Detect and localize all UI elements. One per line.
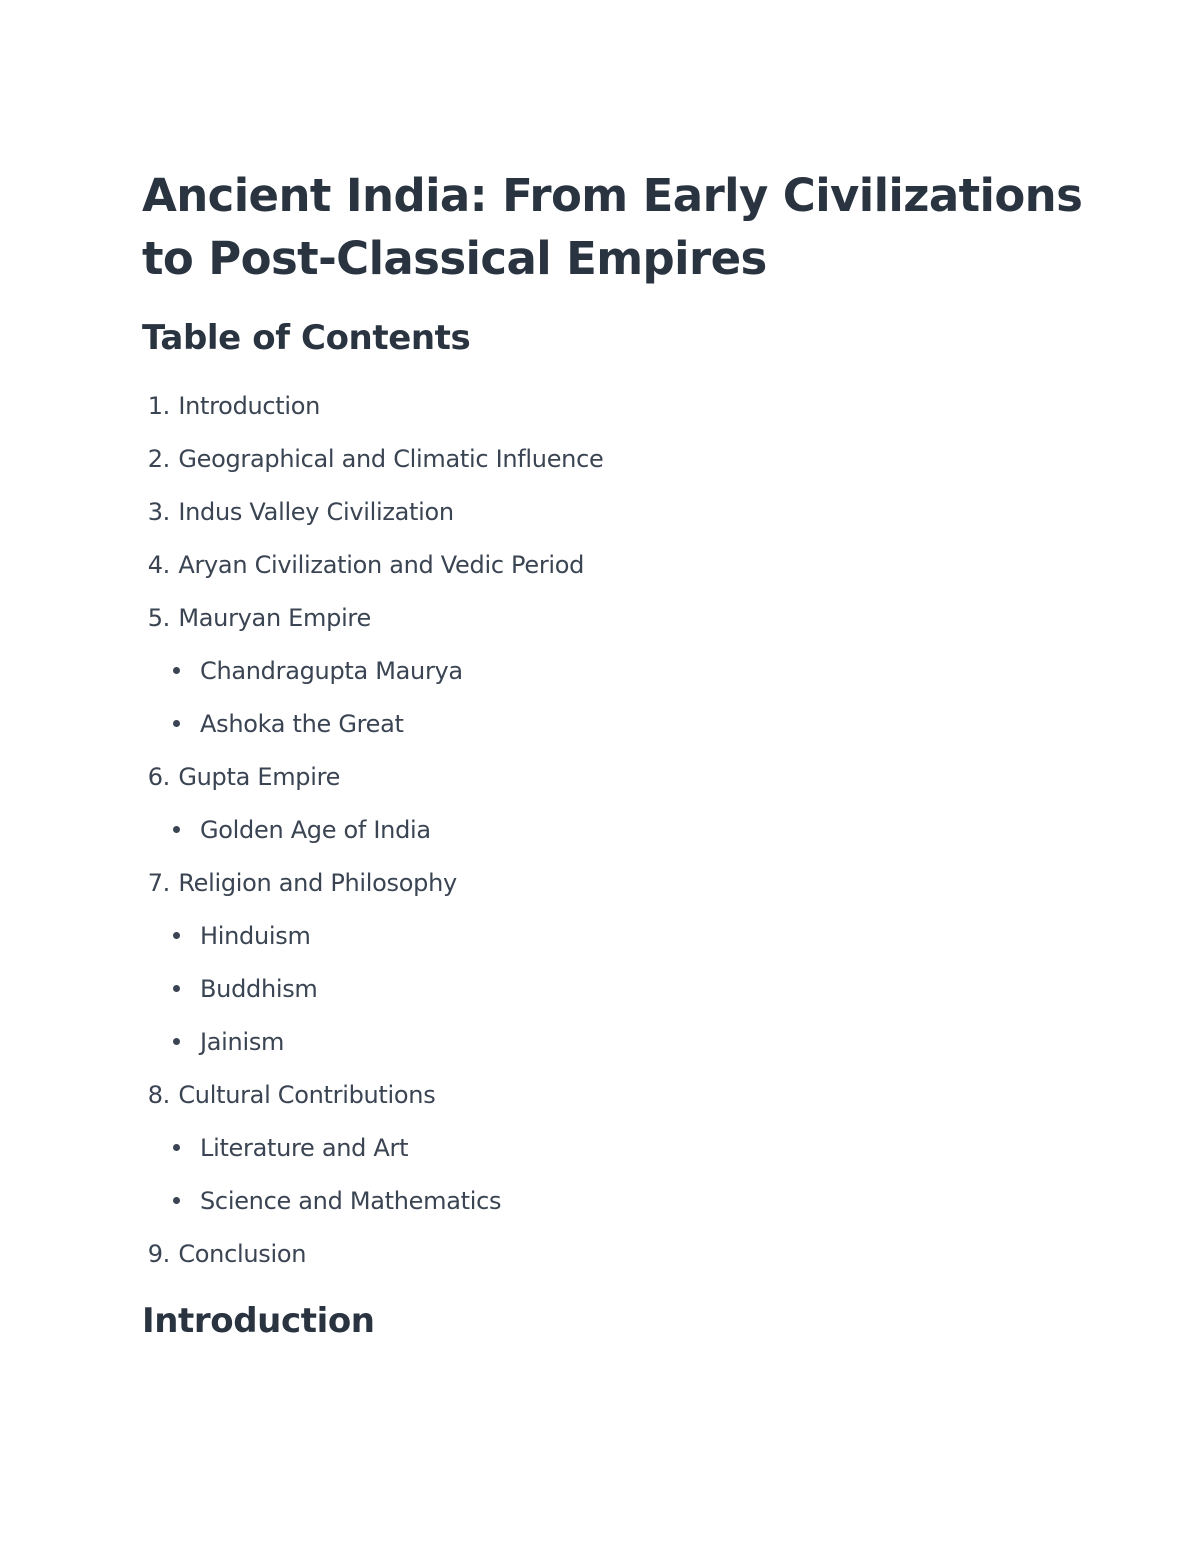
toc-item-vedic-period[interactable] — [142, 548, 603, 601]
toc-item-number: 3. — [147, 498, 170, 526]
toc-item-number: 7. — [147, 869, 170, 897]
toc-item-conclusion[interactable] — [142, 1237, 603, 1290]
toc-subitem-label: Ashoka the Great — [200, 710, 404, 738]
toc-subitem-jainism[interactable] — [142, 1025, 603, 1078]
toc-item-number: 6. — [147, 763, 170, 791]
toc-subitem-hinduism[interactable] — [142, 919, 603, 972]
toc-item-number: 8. — [147, 1081, 170, 1109]
toc-subitem-label: Hinduism — [200, 922, 311, 950]
toc-subitem-chandragupta[interactable] — [142, 654, 603, 707]
toc-subitem-ashoka[interactable] — [142, 707, 603, 760]
toc-item-indus-valley[interactable] — [142, 495, 603, 548]
document-title-line-1: Ancient India: From Early Civilizations — [142, 169, 1083, 222]
introduction-heading: Introduction — [142, 1301, 375, 1341]
bullet-icon — [173, 826, 180, 833]
toc-heading: Table of Contents — [142, 318, 471, 358]
bullet-icon — [173, 932, 180, 939]
toc-subitem-science[interactable] — [142, 1184, 603, 1237]
toc-subitem-literature[interactable] — [142, 1131, 603, 1184]
toc-subitem-label: Science and Mathematics — [200, 1187, 502, 1215]
toc-item-label: Introduction — [178, 392, 321, 420]
toc-item-mauryan-empire[interactable] — [142, 601, 603, 654]
toc-item-label: Conclusion — [178, 1240, 307, 1268]
toc-subitem-golden-age[interactable] — [142, 813, 603, 866]
document-title — [142, 164, 1082, 290]
toc-item-label: Cultural Contributions — [178, 1081, 436, 1109]
toc-subitem-label: Jainism — [200, 1028, 285, 1056]
bullet-icon — [173, 985, 180, 992]
table-of-contents — [142, 389, 603, 1290]
toc-subitem-label: Buddhism — [200, 975, 318, 1003]
toc-subitem-buddhism[interactable] — [142, 972, 603, 1025]
toc-item-number: 2. — [147, 445, 170, 473]
bullet-icon — [173, 1197, 180, 1204]
toc-subitem-label: Literature and Art — [200, 1134, 409, 1162]
toc-item-geography[interactable] — [142, 442, 603, 495]
bullet-icon — [173, 1144, 180, 1151]
toc-item-label: Mauryan Empire — [178, 604, 371, 632]
bullet-icon — [173, 1038, 180, 1045]
toc-item-number: 1. — [147, 392, 170, 420]
toc-subitem-label: Chandragupta Maurya — [200, 657, 463, 685]
toc-item-label: Geographical and Climatic Influence — [178, 445, 604, 473]
toc-item-number: 9. — [147, 1240, 170, 1268]
toc-item-introduction[interactable] — [142, 389, 603, 442]
toc-item-label: Indus Valley Civilization — [178, 498, 454, 526]
bullet-icon — [173, 667, 180, 674]
toc-item-number: 5. — [147, 604, 170, 632]
document-title-line-2: to Post-Classical Empires — [142, 232, 767, 285]
bullet-icon — [173, 720, 180, 727]
toc-item-label: Aryan Civilization and Vedic Period — [178, 551, 585, 579]
toc-item-religion[interactable] — [142, 866, 603, 919]
toc-subitem-label: Golden Age of India — [200, 816, 431, 844]
toc-item-label: Religion and Philosophy — [178, 869, 457, 897]
toc-item-cultural[interactable] — [142, 1078, 603, 1131]
toc-item-gupta-empire[interactable] — [142, 760, 603, 813]
toc-item-number: 4. — [147, 551, 170, 579]
toc-item-label: Gupta Empire — [178, 763, 341, 791]
